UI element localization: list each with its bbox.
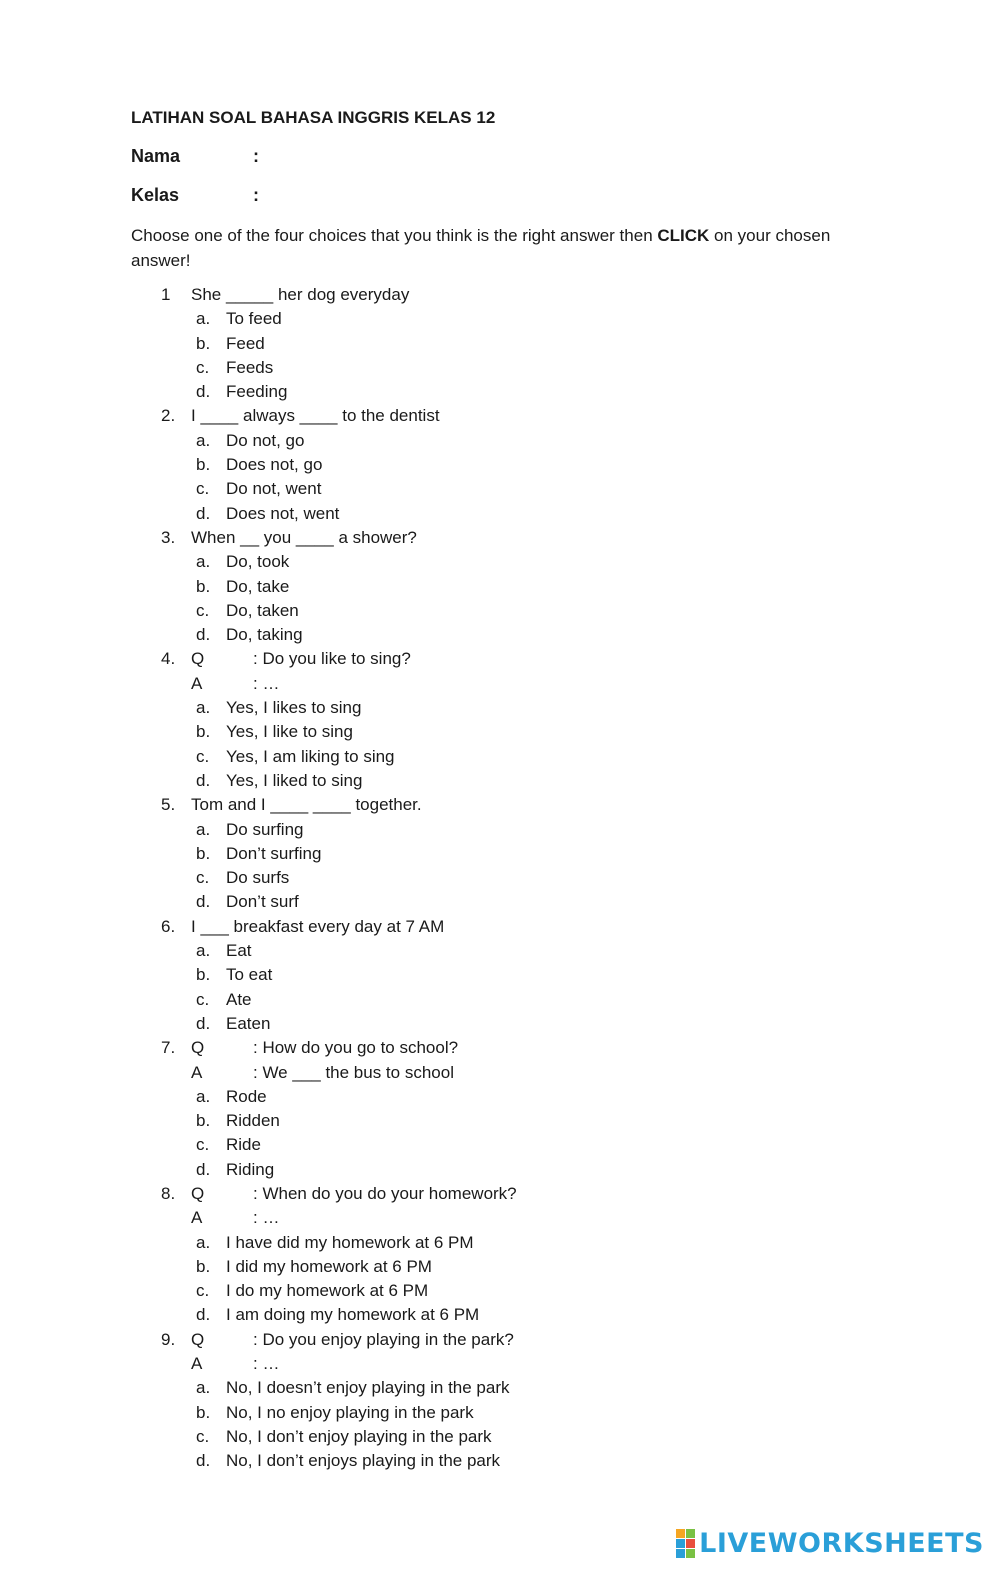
logo-square	[676, 1539, 685, 1548]
option-letter: b.	[196, 1256, 211, 1276]
option-text[interactable]: Do surfing	[226, 819, 304, 839]
question-a-label: A	[191, 1354, 203, 1374]
question-number: 8.	[161, 1183, 176, 1203]
option-text[interactable]: I am doing my homework at 6 PM	[226, 1305, 480, 1325]
spacer	[161, 672, 191, 696]
option-text[interactable]: Ridden	[226, 1111, 280, 1131]
question-q-text: : Do you like to sing?	[253, 649, 411, 669]
question-line	[161, 404, 851, 428]
option-letter: c.	[196, 1281, 210, 1301]
answer-option[interactable]	[161, 380, 851, 404]
worksheet-title: LATIHAN SOAL BAHASA INGGRIS KELAS 12	[131, 108, 496, 127]
question-3	[161, 526, 851, 647]
answer-option[interactable]	[161, 599, 851, 623]
option-letter: a.	[196, 552, 211, 572]
option-text[interactable]: Rode	[226, 1086, 267, 1106]
option-text[interactable]: Ate	[226, 989, 252, 1009]
answer-option[interactable]	[161, 429, 851, 453]
question-7	[161, 1036, 851, 1182]
answer-option[interactable]	[161, 1449, 851, 1473]
question-a-label: A	[191, 673, 203, 693]
answer-option[interactable]	[161, 696, 851, 720]
liveworksheets-logo	[676, 1528, 984, 1559]
option-letter: a.	[196, 1232, 211, 1252]
option-text[interactable]: I did my homework at 6 PM	[226, 1256, 432, 1276]
logo-mark-icon	[676, 1529, 695, 1558]
option-letter: a.	[196, 1378, 211, 1398]
option-text[interactable]: Eat	[226, 941, 252, 961]
question-q-label: Q	[191, 649, 205, 669]
answer-option[interactable]	[161, 332, 851, 356]
answer-option[interactable]	[161, 1279, 851, 1303]
answer-prompt	[191, 672, 279, 696]
option-text[interactable]: Riding	[226, 1159, 275, 1179]
answer-option[interactable]	[161, 575, 851, 599]
answer-option[interactable]	[161, 1085, 851, 1109]
answer-line	[161, 1061, 851, 1085]
option-text[interactable]: Don’t surf	[226, 892, 299, 912]
option-letter: d.	[196, 1305, 211, 1325]
answer-option[interactable]	[161, 307, 851, 331]
question-number: 6.	[161, 916, 176, 936]
name-label: Nama	[131, 146, 181, 166]
option-letter: d.	[196, 503, 211, 523]
answer-option[interactable]	[161, 1109, 851, 1133]
option-text[interactable]: Eaten	[226, 1013, 271, 1033]
option-text[interactable]: No, I don’t enjoy playing in the park	[226, 1426, 492, 1446]
answer-option[interactable]	[161, 1231, 851, 1255]
answer-option[interactable]	[161, 1133, 851, 1157]
option-letter: b.	[196, 965, 211, 985]
option-text[interactable]: Do, took	[226, 552, 290, 572]
option-letter: b.	[196, 333, 211, 353]
class-field	[131, 185, 851, 206]
class-label: Kelas	[131, 185, 180, 205]
option-text[interactable]: To feed	[226, 309, 282, 329]
answer-option[interactable]	[161, 356, 851, 380]
option-text[interactable]: Ride	[226, 1135, 261, 1155]
instruction-emphasis: CLICK	[657, 226, 710, 245]
question-text: When __ you ____ a shower?	[191, 527, 417, 547]
logo-square	[676, 1529, 685, 1538]
answer-option[interactable]	[161, 623, 851, 647]
question-text: I ___ breakfast every day at 7 AM	[191, 916, 445, 936]
option-text[interactable]: No, I no enjoy playing in the park	[226, 1402, 474, 1422]
option-text[interactable]: Yes, I am liking to sing	[226, 746, 395, 766]
question-prompt	[191, 1182, 517, 1206]
question-line	[161, 793, 851, 817]
answer-option[interactable]	[161, 842, 851, 866]
instruction-text: Choose one of the four choices that you think is the right answer then	[131, 226, 658, 245]
question-line	[161, 647, 851, 671]
question-a-text: : …	[253, 673, 280, 693]
option-text[interactable]: Feeds	[226, 357, 274, 377]
question-prompt	[191, 647, 411, 671]
question-q-label: Q	[191, 1329, 205, 1349]
option-letter: a.	[196, 698, 211, 718]
logo-square	[676, 1549, 685, 1558]
option-text[interactable]: Do not, went	[226, 479, 322, 499]
answer-option[interactable]	[161, 720, 851, 744]
question-4	[161, 647, 851, 793]
answer-option[interactable]	[161, 1255, 851, 1279]
logo-square	[686, 1529, 695, 1538]
option-text[interactable]: Feeding	[226, 382, 288, 402]
question-text: Tom and I ____ ____ together.	[191, 795, 422, 815]
answer-option[interactable]	[161, 1158, 851, 1182]
logo-square	[686, 1549, 695, 1558]
answer-option[interactable]	[161, 866, 851, 890]
answer-option[interactable]	[161, 1303, 851, 1327]
answer-line	[161, 1352, 851, 1376]
option-letter: c.	[196, 600, 210, 620]
option-letter: a.	[196, 819, 211, 839]
option-letter: c.	[196, 868, 210, 888]
answer-option[interactable]	[161, 1401, 851, 1425]
answer-option[interactable]	[161, 745, 851, 769]
answer-option[interactable]	[161, 550, 851, 574]
answer-prompt	[191, 1061, 454, 1085]
question-line	[161, 1036, 851, 1060]
question-1	[161, 283, 851, 404]
question-a-text: : …	[253, 1208, 280, 1228]
option-text[interactable]: Yes, I liked to sing	[226, 770, 363, 790]
question-line	[161, 526, 851, 550]
option-text[interactable]: Do, taken	[226, 600, 299, 620]
question-number: 4.	[161, 649, 176, 669]
option-text[interactable]: Don’t surfing	[226, 843, 322, 863]
option-text[interactable]: No, I doesn’t enjoy playing in the park	[226, 1378, 510, 1398]
worksheet	[131, 108, 851, 1474]
question-6	[161, 915, 851, 1036]
question-line	[161, 915, 851, 939]
option-letter: b.	[196, 843, 211, 863]
option-letter: a.	[196, 941, 211, 961]
question-q-label: Q	[191, 1038, 205, 1058]
answer-line	[161, 1206, 851, 1230]
question-5	[161, 793, 851, 914]
option-letter: a.	[196, 309, 211, 329]
name-field	[131, 146, 851, 167]
answer-prompt	[191, 1352, 279, 1376]
option-text[interactable]: Feed	[226, 333, 265, 353]
option-letter: d.	[196, 625, 211, 645]
answer-option[interactable]	[161, 1376, 851, 1400]
option-letter: b.	[196, 455, 211, 475]
answer-option[interactable]	[161, 939, 851, 963]
option-letter: c.	[196, 479, 210, 499]
instructions	[131, 224, 851, 273]
answer-option[interactable]	[161, 1012, 851, 1036]
option-text[interactable]: Does not, went	[226, 503, 340, 523]
question-number: 3.	[161, 527, 176, 547]
name-separator: :	[253, 146, 259, 166]
option-letter: d.	[196, 1451, 211, 1471]
question-q-text: : When do you do your homework?	[253, 1183, 517, 1203]
answer-prompt	[191, 1206, 279, 1230]
answer-line	[161, 672, 851, 696]
question-a-text: : …	[253, 1354, 280, 1374]
question-a-label: A	[191, 1208, 203, 1228]
question-number: 2.	[161, 406, 176, 426]
option-letter: c.	[196, 746, 210, 766]
option-text[interactable]: Do surfs	[226, 868, 290, 888]
option-letter: c.	[196, 357, 210, 377]
option-letter: d.	[196, 770, 211, 790]
spacer	[161, 1352, 191, 1376]
option-letter: d.	[196, 1013, 211, 1033]
question-9	[161, 1328, 851, 1474]
question-line	[161, 283, 851, 307]
class-separator: :	[253, 185, 259, 205]
question-number: 5.	[161, 795, 176, 815]
question-q-text: : How do you go to school?	[253, 1038, 459, 1058]
option-letter: b.	[196, 576, 211, 596]
option-letter: c.	[196, 1135, 210, 1155]
option-letter: a.	[196, 1086, 211, 1106]
answer-option[interactable]	[161, 769, 851, 793]
question-prompt	[191, 1036, 458, 1060]
question-2	[161, 404, 851, 525]
question-text: I ____ always ____ to the dentist	[191, 406, 440, 426]
option-text[interactable]: Yes, I like to sing	[226, 722, 353, 742]
question-line	[161, 1182, 851, 1206]
option-letter: b.	[196, 1111, 211, 1131]
option-letter: b.	[196, 1402, 211, 1422]
option-letter: a.	[196, 430, 211, 450]
question-q-text: : Do you enjoy playing in the park?	[253, 1329, 514, 1349]
question-text: She _____ her dog everyday	[191, 285, 410, 304]
option-text[interactable]: Does not, go	[226, 455, 323, 475]
option-text[interactable]: I do my homework at 6 PM	[226, 1281, 429, 1301]
answer-option[interactable]	[161, 453, 851, 477]
question-q-label: Q	[191, 1183, 205, 1203]
answer-option[interactable]	[161, 1425, 851, 1449]
option-letter: d.	[196, 382, 211, 402]
answer-option[interactable]	[161, 963, 851, 987]
answer-option[interactable]	[161, 818, 851, 842]
option-text[interactable]: Do, taking	[226, 625, 303, 645]
logo-square	[686, 1539, 695, 1548]
answer-option[interactable]	[161, 988, 851, 1012]
spacer	[161, 1061, 191, 1085]
option-text[interactable]: Yes, I likes to sing	[226, 698, 362, 718]
option-text[interactable]: To eat	[226, 965, 273, 985]
answer-option[interactable]	[161, 890, 851, 914]
option-text[interactable]: No, I don’t enjoys playing in the park	[226, 1451, 501, 1471]
question-list	[161, 283, 851, 1474]
question-8	[161, 1182, 851, 1328]
option-letter: c.	[196, 1426, 210, 1446]
option-text[interactable]: I have did my homework at 6 PM	[226, 1232, 474, 1252]
logo-text: LIVEWORKSHEETS	[699, 1528, 984, 1559]
question-a-text: : We ___ the bus to school	[253, 1062, 454, 1082]
answer-option[interactable]	[161, 477, 851, 501]
question-a-label: A	[191, 1062, 203, 1082]
option-letter: d.	[196, 892, 211, 912]
spacer	[161, 1206, 191, 1230]
option-letter: c.	[196, 989, 210, 1009]
option-text[interactable]: Do, take	[226, 576, 290, 596]
question-number: 1	[161, 285, 171, 304]
option-text[interactable]: Do not, go	[226, 430, 305, 450]
option-letter: d.	[196, 1159, 211, 1179]
question-number: 7.	[161, 1038, 176, 1058]
question-line	[161, 1328, 851, 1352]
answer-option[interactable]	[161, 502, 851, 526]
question-prompt	[191, 1328, 514, 1352]
instruction-text-end: on your chosen answer!	[131, 226, 831, 270]
question-number: 9.	[161, 1329, 176, 1349]
option-letter: b.	[196, 722, 211, 742]
